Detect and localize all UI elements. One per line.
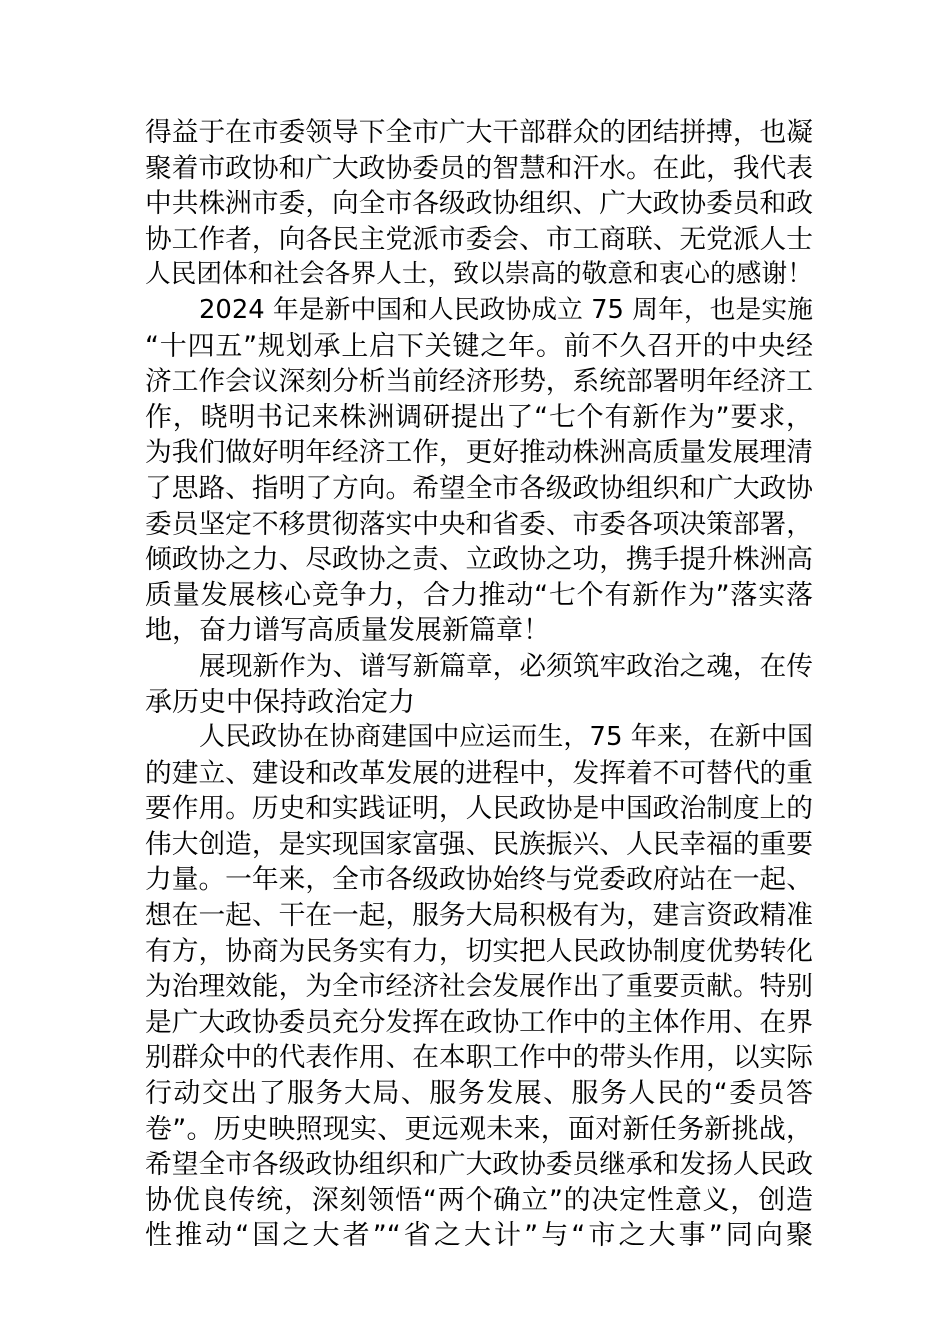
text-line: 协优良传统，深刻领悟“两个确立”的决定性意义，创造 — [145, 1184, 813, 1216]
text-line: 别群众中的代表作用、在本职工作中的带头作用，以实际 — [145, 1042, 813, 1074]
text-line: 卷”。历史映照现实、更远观未来，面对新任务新挑战， — [145, 1113, 813, 1145]
text-line: 希望全市各级政协组织和广大政协委员继承和发扬人民政 — [145, 1149, 813, 1181]
text-line: 有方，协商为民务实有力，切实把人民政协制度优势转化 — [145, 935, 813, 967]
text-line: 得益于在市委领导下全市广大干部群众的团结拼搏，也凝 — [145, 117, 813, 148]
text-line: 质量发展核心竞争力，合力推动“七个有新作为”落实落 — [145, 579, 813, 611]
text-line: 作，晓明书记来株洲调研提出了“七个有新作为”要求， — [145, 401, 813, 433]
text-line: 人民团体和社会各界人士，致以崇高的敬意和衷心的感谢！ — [145, 259, 813, 290]
text-line: 济工作会议深刻分析当前经济形势，系统部署明年经济工 — [145, 366, 813, 398]
text-line: 要作用。历史和实践证明，人民政协是中国政治制度上的 — [145, 793, 813, 825]
text-line: 了思路、指明了方向。希望全市各级政协组织和广大政协 — [145, 472, 813, 504]
text-line: 伟大创造，是实现国家富强、民族振兴、人民幸福的重要 — [145, 828, 813, 860]
text-line: 地，奋力谱写高质量发展新篇章！ — [145, 615, 550, 647]
text-line: 承历史中保持政治定力 — [145, 686, 415, 718]
text-line: 想在一起、干在一起，服务大局积极有为，建言资政精准 — [145, 900, 813, 932]
text-line: 协工作者，向各民主党派市委会、市工商联、无党派人士 — [145, 223, 813, 255]
text-line: 2024 年是新中国和人民政协成立 75 周年，也是实施 — [199, 294, 813, 325]
text-line: 倾政协之力、尽政协之责、立政协之功，携手提升株洲高 — [145, 544, 813, 576]
text-line: 力量。一年来，全市各级政协始终与党委政府站在一起、 — [145, 864, 813, 896]
text-line: 的建立、建设和改革发展的进程中，发挥着不可替代的重 — [145, 757, 813, 789]
text-line: 行动交出了服务大局、服务发展、服务人民的“委员答 — [145, 1078, 813, 1110]
text-line: 为我们做好明年经济工作，更好推动株洲高质量发展理清 — [145, 437, 813, 469]
text-line: 人民政协在协商建国中应运而生，75 年来，在新中国 — [199, 722, 813, 753]
text-line: 是广大政协委员充分发挥在政协工作中的主体作用、在界 — [145, 1006, 813, 1038]
text-line: 为治理效能，为全市经济社会发展作出了重要贡献。特别 — [145, 971, 813, 1003]
text-line: 性推动“国之大者”“省之大计”与“市之大事”同向聚 — [145, 1220, 813, 1252]
text-line: 展现新作为、谱写新篇章，必须筑牢政治之魂，在传 — [199, 650, 813, 682]
text-line: 委员坚定不移贯彻落实中央和省委、市委各项决策部署， — [145, 508, 813, 540]
body-text — [145, 115, 813, 1254]
text-line: “十四五”规划承上启下关键之年。前不久召开的中央经 — [145, 330, 813, 362]
text-line: 聚着市政协和广大政协委员的智慧和汗水。在此，我代表 — [145, 152, 813, 184]
text-line: 中共株洲市委，向全市各级政协组织、广大政协委员和政 — [145, 188, 813, 220]
